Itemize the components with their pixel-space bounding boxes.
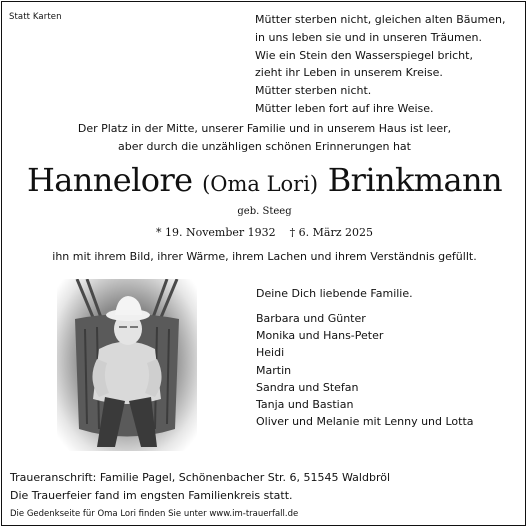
footer (10, 469, 390, 522)
deceased-name (0, 160, 529, 204)
poem (255, 11, 505, 118)
family-member: Tanja und Bastian (256, 397, 354, 411)
death-date: † 6. März 2025 (289, 226, 374, 239)
poem-line: Mütter leben fort auf ihre Weise. (255, 101, 434, 115)
intro-text (0, 120, 529, 156)
birth-date: * 19. November 1932 (155, 226, 276, 239)
last-name: Brinkmann (327, 161, 502, 199)
poem-line: Wie ein Stein den Wasserspiegel bricht, (255, 48, 473, 62)
life-dates (0, 225, 529, 241)
nickname: (Oma Lori) (202, 172, 319, 196)
intro-line: aber durch die unzähligen schönen Erinnerungen hat (118, 140, 411, 153)
poem-line: Mütter sterben nicht, gleichen alten Bäumen, (255, 13, 506, 26)
first-name: Hannelore (27, 161, 193, 199)
family-member: Heidi (256, 346, 285, 360)
family-member: Monika und Hans-Peter (256, 329, 384, 343)
statt-karten-label: Statt Karten (9, 12, 62, 22)
poem-line: Mütter sterben nicht. (255, 84, 372, 98)
portrait-drawing (57, 279, 197, 451)
birth-name: geb. Steeg (237, 206, 292, 217)
poem-line: zieht ihr Leben in unserem Kreise. (255, 66, 443, 80)
family-heading: Deine Dich liebende Familie. (256, 287, 413, 300)
memorial-page-note: Die Gedenkseite für Oma Lori finden Sie unter www.im-trauerfall.de (10, 509, 299, 519)
family-member: Barbara und Günter (256, 312, 366, 325)
family-list (256, 310, 474, 430)
poem-line: in uns leben sie und in unseren Träumen. (255, 30, 482, 44)
family-member: Sandra und Stefan (256, 380, 359, 394)
tribute-text: ihn mit ihrem Bild, ihrer Wärme, ihrem Lachen und ihrem Verständnis gefüllt. (52, 250, 477, 263)
mourning-address: Traueranschrift: Familie Pagel, Schönenbacher Str. 6, 51545 Waldbröl (10, 471, 391, 484)
family-member: Martin (256, 363, 292, 377)
portrait-photo (57, 279, 197, 451)
family-member: Oliver und Melanie mit Lenny und Lotta (256, 415, 474, 429)
ceremony-note: Die Trauerfeier fand im engsten Familienkreis statt. (10, 489, 293, 502)
intro-line: Der Platz in der Mitte, unserer Familie und in unserem Haus ist leer, (77, 122, 452, 135)
